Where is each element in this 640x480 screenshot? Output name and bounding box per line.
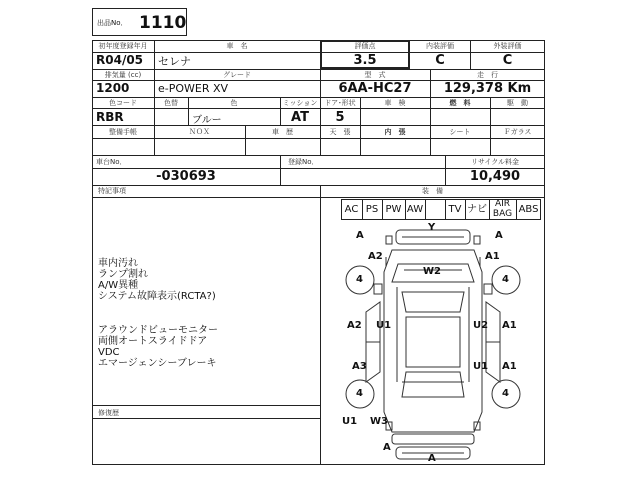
first-reg-value: R04/05 <box>96 53 144 67</box>
damage-code: A2 <box>368 251 383 262</box>
interior-label: 内装評価 <box>426 42 454 50</box>
tire-tread: 4 <box>356 274 363 285</box>
displacement-value: 1200 <box>96 81 130 95</box>
car-diagram <box>322 222 544 464</box>
color-code-label: 色コード <box>109 99 137 107</box>
lot-number: 1110 <box>139 13 187 33</box>
history-label: 車 歴 <box>272 128 293 136</box>
equip-navi: ナビ <box>467 204 487 215</box>
damage-code: A <box>495 230 503 241</box>
damage-code: A2 <box>347 320 362 331</box>
damage-code: U1 <box>473 361 489 372</box>
damage-code: W2 <box>423 266 441 277</box>
fuel-label: 燃 料 <box>449 99 471 107</box>
type-value: 6AA-HC27 <box>338 81 412 96</box>
grade-label: グレード <box>223 71 251 79</box>
inspection-label: 車 検 <box>384 99 406 107</box>
damage-code: Y <box>428 222 436 233</box>
doors-label: ドア･形状 <box>324 99 356 107</box>
remarks-line: ランプ割れ <box>98 269 148 280</box>
drive-label: 駆 動 <box>507 99 528 107</box>
remarks-line: 車内汚れ <box>98 258 138 269</box>
equip-ac: AC <box>344 204 359 215</box>
chassis-value: -030693 <box>156 169 216 184</box>
remarks-line: VDC <box>98 347 120 358</box>
score-value: 3.5 <box>353 53 377 68</box>
mission-value: AT <box>291 110 309 125</box>
displacement-label: 排気量 (cc) <box>104 71 142 79</box>
exterior-value: C <box>502 53 513 68</box>
remarks-line: アラウンドビューモニター <box>98 325 218 336</box>
fglass-label: Ｆガラス <box>503 128 532 136</box>
damage-code: A1 <box>502 361 517 372</box>
damage-code: A <box>383 442 391 453</box>
remarks-line: A/W異種 <box>98 280 139 291</box>
color-change-label: 色替 <box>164 99 178 107</box>
interior-value: C <box>435 53 445 68</box>
damage-code: W3 <box>370 416 388 427</box>
mission-label: ミッション <box>282 99 318 107</box>
equip-pw: PW <box>385 204 402 215</box>
remarks-line: 両側オートスライドドア <box>98 336 208 347</box>
roof-label: 天 張 <box>329 128 351 136</box>
tire-tread: 4 <box>502 274 509 285</box>
remarks-label: 特記事項 <box>98 187 126 195</box>
recycle-label: リサイクル料金 <box>470 158 520 166</box>
reg-no-label: 登録No． <box>288 158 319 166</box>
grade-value: e-POWER XV <box>158 82 229 95</box>
manual-label: 整備手帳 <box>109 128 137 136</box>
mileage-value: 129,378 Km <box>443 81 532 96</box>
chassis-label: 車台No． <box>96 158 127 166</box>
first-reg-label: 初年度登録年月 <box>98 42 148 50</box>
tire-tread: 4 <box>356 388 363 399</box>
exterior-label: 外装評価 <box>493 42 522 50</box>
score-label: 評価点 <box>354 42 376 50</box>
damage-code: A3 <box>352 361 367 372</box>
damage-code: A1 <box>502 320 517 331</box>
damage-code: A <box>428 453 436 464</box>
remarks-line: エマージェンシーブレーキ <box>98 358 217 369</box>
equip-abs: ABS <box>518 204 539 215</box>
recycle-value: 10,490 <box>469 169 521 184</box>
equipment-label: 装 備 <box>422 187 443 195</box>
color-value: ブルー <box>192 115 222 126</box>
tire-tread: 4 <box>502 388 509 399</box>
remarks-line: システム故障表示(RCTA?) <box>98 291 216 302</box>
repair-label: 修復歴 <box>98 409 119 417</box>
damage-code: A <box>356 230 364 241</box>
doors-value: 5 <box>335 110 345 125</box>
damage-code: A1 <box>485 251 500 262</box>
equip-aw: AW <box>406 204 424 215</box>
damage-code: U2 <box>473 320 489 331</box>
lot-box <box>92 8 187 36</box>
color-code-value: RBR <box>96 110 124 124</box>
equip-ps: PS <box>365 204 379 215</box>
seat-label: シート <box>449 128 471 136</box>
model-name-label: 車 名 <box>226 42 248 50</box>
interior-wash-label: 内 張 <box>384 128 406 136</box>
lot-label: 出品No． <box>97 19 128 27</box>
nox-label: ＮＯＸ <box>189 128 210 136</box>
model-name-value: セレナ <box>158 55 191 68</box>
damage-code: U1 <box>376 320 392 331</box>
equip-tv: TV <box>448 204 462 215</box>
mileage-label: 走 行 <box>477 71 498 79</box>
equip-airbag: AIR BAG <box>492 199 513 219</box>
type-label: 型 式 <box>364 71 386 79</box>
color-label: 色 <box>230 99 238 107</box>
damage-code: U1 <box>342 416 358 427</box>
